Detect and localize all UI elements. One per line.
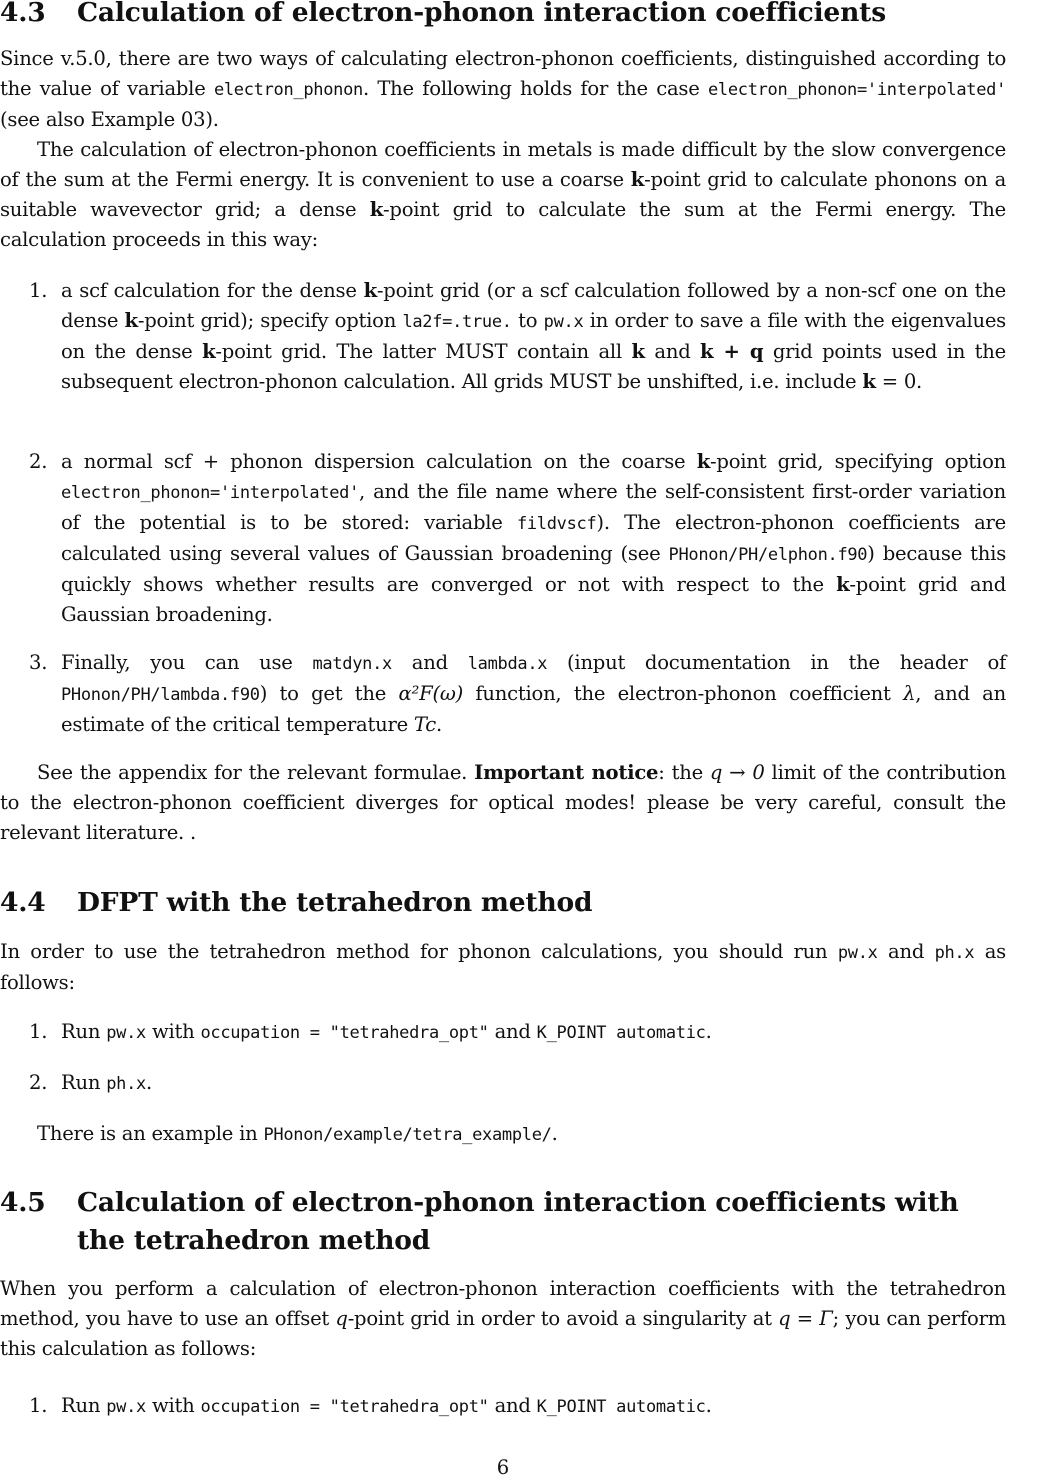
paragraph-electron-phonon-intro: Since v.5.0, there are two ways of calculating electron-phonon coefficients, distinguished according to the value of variable electron_phonon. The following holds for the case electron_phonon='interpolated' (see also Example 03). — [0, 47, 1006, 131]
paragraph-tetra-elph-intro: When you perform a calculation of electron-phonon interaction coefficients with the tetrahedron method, you have to use an offset q-point grid in order to avoid a singularity at q = Γ; you can perform this calculation as follows: — [0, 1277, 1007, 1360]
section-number: 4.5 — [0, 1187, 46, 1218]
list-item-1: 1. Run pw.x with occupation = "tetrahedra_opt" and K_POINT automatic. — [29, 1020, 712, 1043]
list-item-2: 2. a normal scf + phonon dispersion calculation on the coarse k-point grid, specifying option electron_phonon='interpolated', and the file name where the self-consistent first-order variation of the potential is to be stored: variable fildvscf). The electron-phonon coefficients are calculated using several values of Gaussian broadening (see PHonon/PH/elphon.f90) because this quickly shows whether results are converged or not with respect to the k-point grid and Gaussian broadening. — [29, 450, 1006, 626]
section-number: 4.3 — [0, 0, 46, 28]
list-item-1: 1. Run pw.x with occupation = "tetrahedra_opt" and K_POINT automatic. — [29, 1394, 712, 1417]
section-title: Calculation of electron-phonon interaction coefficients with the tetrahedron method — [77, 1187, 959, 1256]
section-title: Calculation of electron-phonon interaction coefficients — [77, 0, 886, 28]
paragraph-important-notice: See the appendix for the relevant formulae. Important notice: the q → 0 limit of the contribution to the electron-phonon coefficient diverges for optical modes! please be very careful, consult the relevant literature. . — [0, 761, 1007, 844]
page-number: 6 — [496, 1456, 510, 1479]
section-number: 4.4 — [0, 887, 46, 918]
section-title: DFPT with the tetrahedron method — [77, 887, 593, 918]
paragraph-tetra-example: There is an example in PHonon/example/tetra_example/. — [37, 1122, 558, 1145]
paragraph-tetrahedron-intro: In order to use the tetrahedron method for phonon calculations, you should run pw.x and ph.x as follows: — [0, 940, 1006, 994]
paragraph-calculation-overview: The calculation of electron-phonon coefficients in metals is made difficult by the slow convergence of the sum at the Fermi energy. It is convenient to use a coarse k-point grid to calculate phonons on a suitable wavevector grid; a dense k-point grid to calculate the sum at the Fermi energy. The calculation proceeds in this way: — [0, 138, 1007, 251]
list-item-1: 1. a scf calculation for the dense k-point grid (or a scf calculation followed by a non-scf one on the dense k-point grid); specify option la2f=.true. to pw.x in order to save a file with the eigenvalues on the dense k-point grid. The latter MUST contain all k and k + q grid points used in the subsequent electron-phonon calculation. All grids MUST be unshifted, i.e. include k = 0. — [29, 279, 1007, 393]
list-item-2: 2. Run ph.x. — [29, 1071, 152, 1094]
list-item-3: 3. Finally, you can use matdyn.x and lambda.x (input documentation in the header of PHonon/PH/lambda.f90) to get the α²F(ω) function, the electron-phonon coefficient λ, and an estimate of the critical temperature Tc. — [29, 651, 1006, 736]
